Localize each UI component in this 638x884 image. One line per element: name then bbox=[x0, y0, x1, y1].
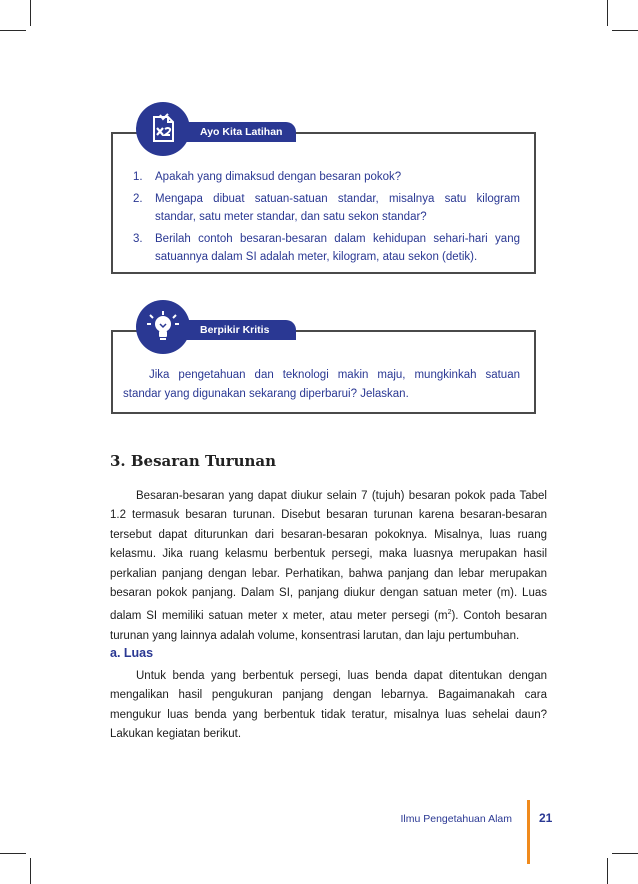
crop-mark bbox=[0, 30, 26, 31]
list-item: 1. Apakah yang dimaksud dengan besaran pokok? bbox=[133, 171, 402, 183]
page-number: 21 bbox=[539, 811, 553, 825]
section-paragraph: Besaran-besaran yang dapat diukur selain 7 (tujuh) besaran pokok pada Tabel 1.2 termasuk besaran turunan. Disebut besaran turunan karena besaran-besaran tersebut dapat diturunkan dari besaran-besaran pokoknya. Misalnya, luas ruang kelasmu. Jika ruang kelasmu berbentuk persegi, maka luasnya merupakan hasil perkalian panjang dengan lebar. Perhatikan, bahwa panjang dan lebar merupakan besaran pokok panjang. Dalam SI, panjang diukur dengan satuan meter (m). Luas dalam SI memiliki satuan meter x meter, atau meter persegi $(m^2)$. Contoh besaran turunan yang lainnya adalah volume, konsentrasi larutan, dan laju pertumbuhan. bbox=[110, 490, 547, 642]
exercise-box-header: Ayo Kita Latihan bbox=[142, 122, 296, 142]
subsection-paragraph: Untuk benda yang berbentuk persegi, luas benda dapat ditentukan dengan mengalikan hasil pengukuran panjang dengan lebarnya. Bagaimanakah cara mengukur luas benda yang berbentuk tidak teratur, misalnya luas sehelai daun? Lakukan kegiatan berikut. bbox=[110, 670, 547, 741]
book-title: Ilmu Pengetahuan Alam bbox=[400, 813, 512, 825]
lightbulb-icon bbox=[136, 300, 190, 354]
crop-mark bbox=[30, 0, 31, 26]
crop-mark bbox=[612, 30, 638, 31]
critical-thinking-header: Berpikir Kritis bbox=[142, 320, 296, 340]
crop-mark bbox=[607, 858, 608, 884]
question-list bbox=[113, 134, 534, 266]
crop-mark bbox=[30, 858, 31, 884]
list-item: 2. Mengapa dibuat satuan-satuan standar, misalnya satu kilogram standar, satu meter standar, dan satu sekon standar? bbox=[133, 193, 520, 223]
crop-mark bbox=[612, 853, 638, 854]
subsection-title: a. Luas bbox=[110, 646, 154, 660]
section-title: 3. Besaran Turunan bbox=[110, 452, 277, 470]
footer-divider bbox=[527, 800, 530, 864]
critical-thinking-text: Jika pengetahuan dan teknologi makin maju, mungkinkah satuan standar yang digunakan sekarang diperbarui? Jelaskan. bbox=[123, 369, 520, 400]
exercise-sheet-icon bbox=[136, 102, 190, 156]
list-item: 3. Berilah contoh besaran-besaran dalam kehidupan sehari-hari yang satuannya dalam SI adalah meter, kilogram, atau sekon (detik). bbox=[133, 233, 520, 263]
crop-mark bbox=[607, 0, 608, 26]
crop-mark bbox=[0, 853, 26, 854]
